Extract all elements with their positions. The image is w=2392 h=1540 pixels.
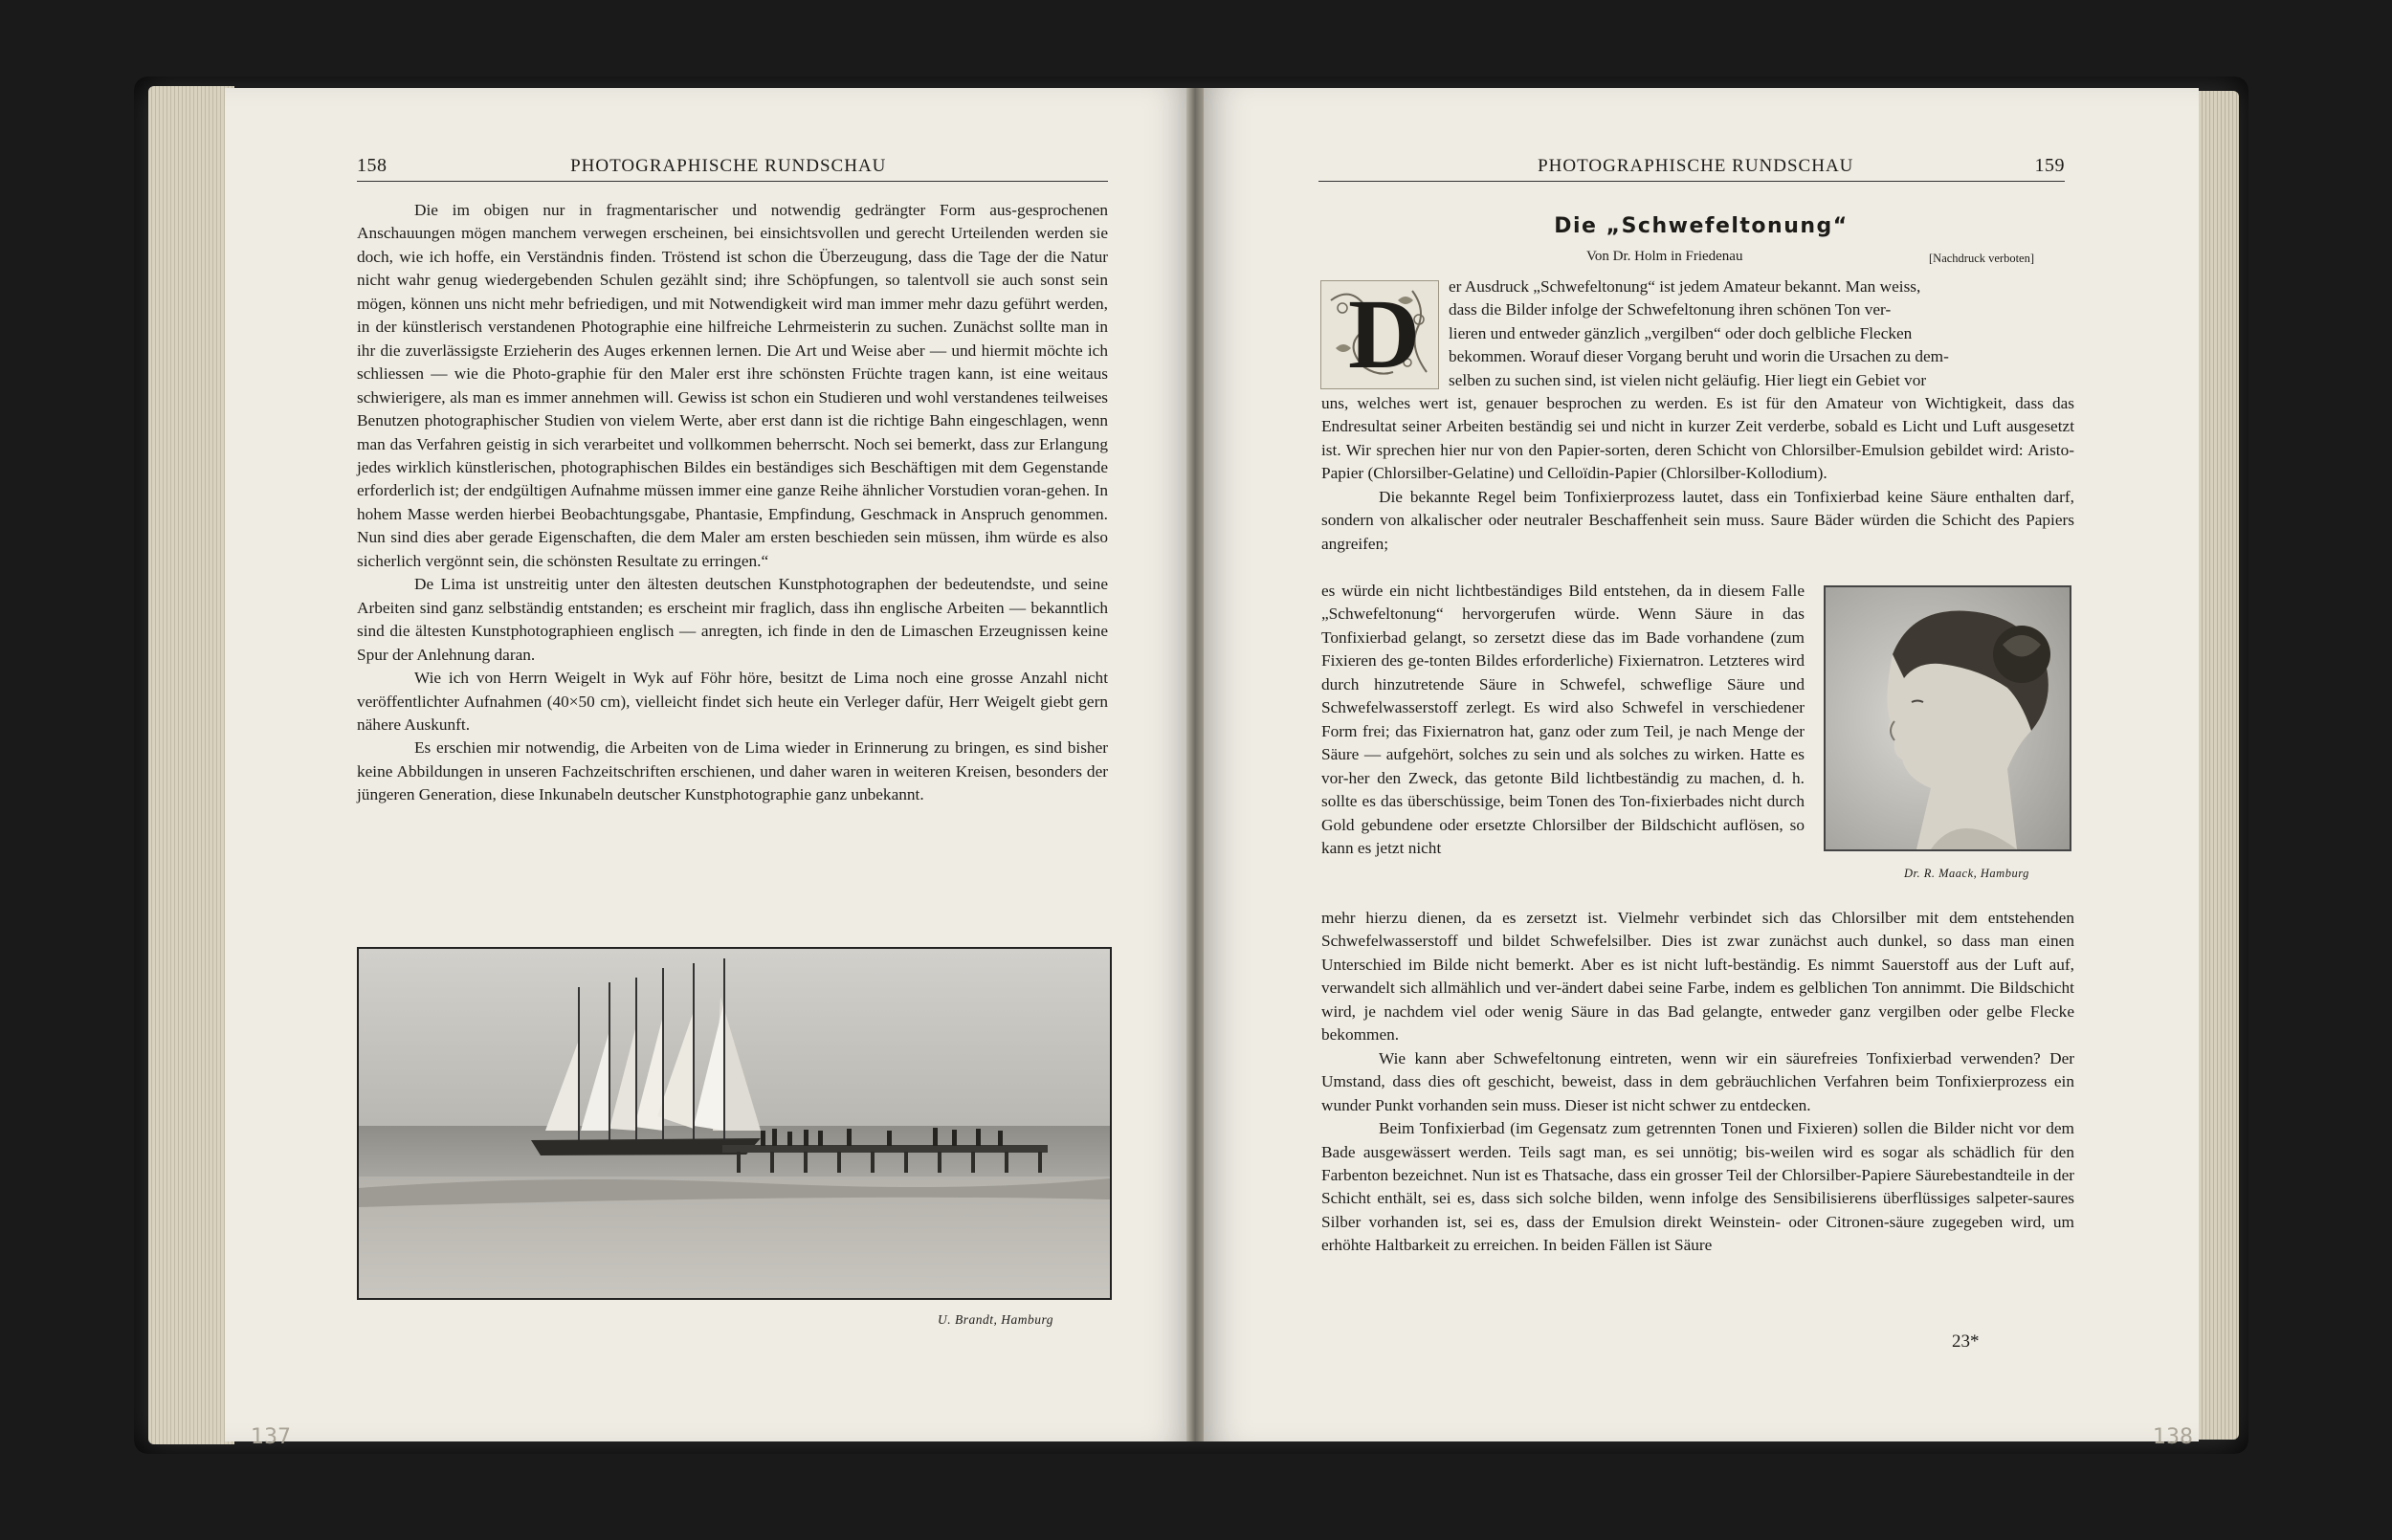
portrait-photo-icon (1826, 587, 2070, 849)
portrait-photo (1824, 585, 2071, 851)
left-photo-caption: U. Brandt, Hamburg (938, 1312, 1054, 1327)
intro-wrapped-lines (1449, 275, 2074, 392)
paragraph-2-wrapped: es würde ein nicht lichtbeständiges Bild entstehen, da in diesem Falle „Schwefeltonung“ hervorgerufen würde. Wenn Säure in das Tonfixierbad gelangt, so zersetzt diese das im Bade vorhandene (zum Fixieren des ge-tonten Bildes erforderliche) Fixiernatron. Letzteres wird durch hinzutretende Säure in Schwefel, schweflige Säure und Schwefelwasserstoff zerlegt. Es wird also Schwefel in verschiedener Form frei; das Fixiernatron hat, ganz oder zum Teil, je nach Menge der Säure — aufgehört, solches zu sein und als solches zu wirken. Hatte es vor-her den Zweck, das getonte Bild lichtbeständig zu machen, d. h. sollte es das überschüssige, beim Tonen des Ton-fixierbades nicht durch Gold gebundene oder ersetzte Chlorsilber der Bildschicht auflösen, so kann es jetzt nicht (1321, 582, 1805, 857)
right-body-wrapped (1321, 580, 1805, 860)
intro-line-4: bekommen. Worauf dieser Vorgang beruht und worin die Ursachen zu dem- (1449, 347, 1949, 366)
left-paragraph-2: De Lima ist unstreitig unter den ältesten deutschen Kunstphotographen der bedeutendste, und seine Arbeiten sind ganz selbständig entstanden; es erscheint mir fraglich, dass ihn englische Arbeiten — bekanntlich sind die ältesten Kunstphotographieen englisch — anregten, ich finde in den de Limaschen Erzeugnissen keine Spur der Anlehnung daran. (357, 575, 1108, 664)
paragraph-2-full: Die bekannte Regel beim Tonfixierprozess lautet, dass ein Tonfixierbad keine Säure enthalten darf, sondern von alkalischer oder neutraler Beschaffenheit sein muss. Saure Bäder würden die Schicht des Papiers angreifen; (1321, 487, 2074, 553)
intro-rest: uns, welches wert ist, genauer besprochen zu werden. Es ist für den Amateur von Wichtigkeit, dass das Endresultat seiner Arbeiten beständig sei und nicht in kurzer Zeit verderbe, sobald es Licht und Luft ausgesetzt ist. Wir sprechen hier nur von den Papier-sorten, deren Schicht von Chlorsilber-Emulsion gebildet wird: Aristo-Papier (Chlorsilber-Gelatine) und Celloïdin-Papier (Chlorsilber-Kollodium). (1321, 394, 2074, 483)
reprint-note: [Nachdruck verboten] (1929, 252, 2035, 265)
left-body-text (357, 199, 1108, 807)
intro-line-3: lieren und entweder gänzlich „vergilben“ oder doch gelbliche Flecken (1449, 323, 1913, 342)
right-body-bottom (1321, 907, 2074, 1258)
book-gutter (1186, 88, 1206, 1441)
dropcap-ornament (1320, 280, 1439, 389)
intro-line-2: dass die Bilder infolge der Schwefeltonung ihren schönen Ton ver- (1449, 300, 1892, 319)
dropcap-letter: D (1348, 279, 1421, 389)
article-title: Die „Schwefeltonung“ (1554, 214, 1849, 238)
intro-line-5: selben zu suchen sind, ist vielen nicht geläufig. Hier liegt ein Gebiet vor (1449, 370, 1927, 389)
left-paragraph-4: Es erschien mir notwendig, die Arbeiten von de Lima wieder in Erinnerung zu bringen, es sind bisher keine Abbildungen in unseren Fachzeitschriften erschienen, und daher waren in weiteren Kreisen, besonders der jüngeren Generation, diese Inkunabeln deutscher Kunstphotographie ganz unbekannt. (357, 738, 1108, 804)
sailboats-photo-icon (359, 949, 1110, 1298)
left-paragraph-1: Die im obigen nur in fragmentarischer und notwendig gedrängter Form aus-gesprochenen Anschauungen mögen manchem verwegen erscheinen, bei einsichtsvollen und gerecht Urteilenden werden sie doch, wie ich hoffe, ein Verständnis finden. Tröstend ist schon die Überzeugung, dass die Tage der die Natur nicht wahr genug wiedergebenden Schulen gezählt sind; ihre Schöpfungen, so talentvoll sie auch sonst sein mögen, können uns nicht mehr befriedigen, und mit Notwendigkeit wird man immer mehr dazu geführt werden, in der künstlerisch verstandenen Photographie eine hilfreiche Lehrmeisterin zu suchen. Zunächst sollte man in ihr die zuverlässigste Erzieherin des Auges erkennen lernen. Die Art und Weise aber — und hiermit möchte ich schliessen — wie die Photo-graphie für den Maler erst ihre schönsten Früchte tragen kann, ist eine weitaus schwierigere, als man es immer annehmen will. Gewiss ist schon ein Studieren und wohl verstandenes teilweises Benutzen photographischer Studien von vielem Werte, aber erst dann ist die richtige Bahn eingeschlagen, wenn man das Verfahren geistig in sich verarbeitet und vollkommen beherrscht. Noch sei bemerkt, dass zur Erlangung jedes wirklich künstlerischen, photographischen Bildes ein beständiges sich Beschäftigen mit dem Gegenstande erforderlich ist; der endgültigen Aufnahme müssen immer eine ganze Reihe ähnlicher Vorstudien voran-gehen. In hohem Masse werden hierbei Beobachtungsgabe, Phantasie, Empfindung, Geschmack in Anspruch genommen. Nun sind dies aber gerade Eigenschaften, die dem Maler am ersten beschieden sein müssen, ihm würde es also sicherlich vergönnt sein, die schönsten Resultate zu erringen.“ (357, 201, 1108, 570)
right-photo-caption: Dr. R. Maack, Hamburg (1904, 867, 2029, 880)
left-paragraph-3: Wie ich von Herrn Weigelt in Wyk auf Föhr höre, besitzt de Lima noch eine grosse Anzahl nicht veröffentlichter Aufnahmen (40×50 cm), vielleicht findet sich heute ein Verleger dafür, Herr Weigelt giebt gern nähere Auskunft. (357, 669, 1108, 734)
signature-mark: 23* (1952, 1331, 1980, 1352)
paragraph-4: Beim Tonfixierbad (im Gegensatz zum getrennten Tonen und Fixieren) sollen die Bilder nicht vor dem Bade ausgewässert werden. Teils sagt man, es sei unnötig; bis-weilen wird es sogar als schädlich für den Farbenton bezeichnet. Nun ist es Thatsache, dass ein grosser Teil der Chlorsilber-Papiere Säurebestandteile in der Schicht enthält, sei es, dass sich solche bilden, wenn infolge des Sensibilisierens überflüssiges salpeter-saures Silber vorhanden ist, sei es, dass der Emulsion direkt Weinstein- oder Citronen-säure zugegeben wird, um erhöhte Haltbarkeit zu erreichen. In beiden Fällen ist Säure (1321, 1119, 2074, 1255)
right-page-header (1318, 155, 2065, 182)
intro-line-1: er Ausdruck „Schwefeltonung“ ist jedem Amateur bekannt. Man weiss, (1449, 277, 1921, 296)
left-running-title: PHOTOGRAPHISCHE RUNDSCHAU (570, 156, 887, 176)
right-body-top (1321, 392, 2074, 556)
left-page-number: 158 (357, 155, 388, 176)
page-edges-left (148, 86, 234, 1444)
article-byline: Von Dr. Holm in Friedenau (1586, 249, 1743, 264)
right-page-number: 159 (2034, 155, 2065, 176)
left-pencil-mark: 137 (251, 1425, 291, 1449)
left-page-header (357, 155, 1108, 182)
paragraph-3: Wie kann aber Schwefeltonung eintreten, wenn wir ein säurefreies Tonfixierbad verwenden? Der Umstand, dass dies oft geschicht, beweist, dass in dem gebräuchlichen Verfahren beim Tonfixierprozess ein wunder Punkt vorhanden sein muss. Dieser ist nicht schwer zu entdecken. (1321, 1048, 2074, 1114)
right-running-title: PHOTOGRAPHISCHE RUNDSCHAU (1538, 156, 1854, 176)
paragraph-2-rest: mehr hierzu dienen, da es zersetzt ist. Vielmehr verbindet sich das Chlorsilber mit dem entstehenden Schwefelwasserstoff und bildet Schwefelsilber. Dies ist zwar zunächst auch dunkel, so dass man einen Unterschied im Bilde nicht bemerkt. Aber es ist nicht luft-beständig. Es nimmt Sauerstoff aus der Luft auf, verwandelt sich allmählich und ver-ändert dabei seine Farbe, indem es gelblichen Ton annimmt. Die Bildschicht wird, je nachdem viel oder wenig Säure in das Bad gelangte, entweder ganz vergilben oder gelbe Flecke bekommen. (1321, 909, 2074, 1045)
sailboats-photo (357, 947, 1112, 1300)
right-pencil-mark: 138 (2153, 1425, 2193, 1449)
